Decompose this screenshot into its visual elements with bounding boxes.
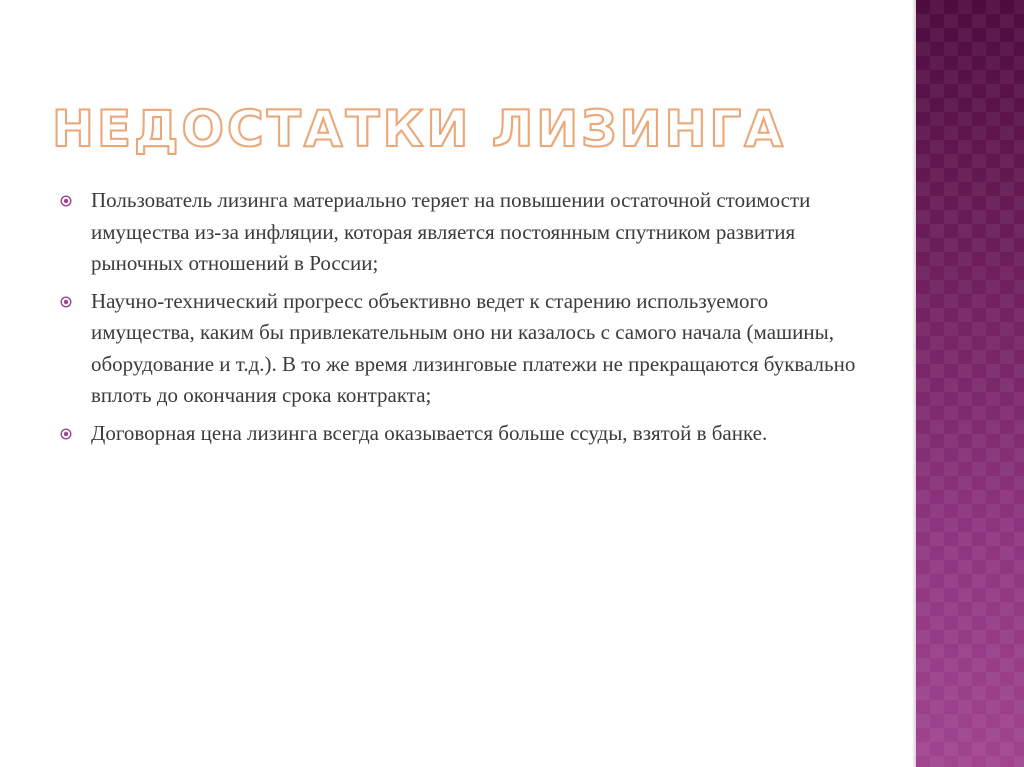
list-item (60, 286, 860, 412)
bullet-list (60, 185, 860, 455)
list-item-text: Пользователь лизинга материально теряет на повышении остаточной стоимости имущества из-за инфляции, которая является постоянным спутником развития рыночных отношений в России; (91, 188, 811, 275)
circled-dot-icon (60, 195, 72, 207)
list-item (60, 418, 860, 450)
circled-dot-icon (60, 296, 72, 308)
slide-title: НЕДОСТАТКИ ЛИЗИНГА (52, 100, 786, 158)
list-item-text: Научно-технический прогресс объективно ведет к старению используемого имущества, каким бы привлекательным оно ни казалось с самого начала (машины, оборудование и т.д.). В то же время лизинговые платежи не прекращаются буквально вплоть до окончания срока контракта; (91, 288, 856, 407)
list-item (60, 185, 860, 280)
circled-dot-icon (60, 428, 72, 440)
decorative-side-band (916, 0, 1024, 767)
list-item-text: Договорная цена лизинга всегда оказывается больше ссуды, взятой в банке. (91, 420, 768, 445)
